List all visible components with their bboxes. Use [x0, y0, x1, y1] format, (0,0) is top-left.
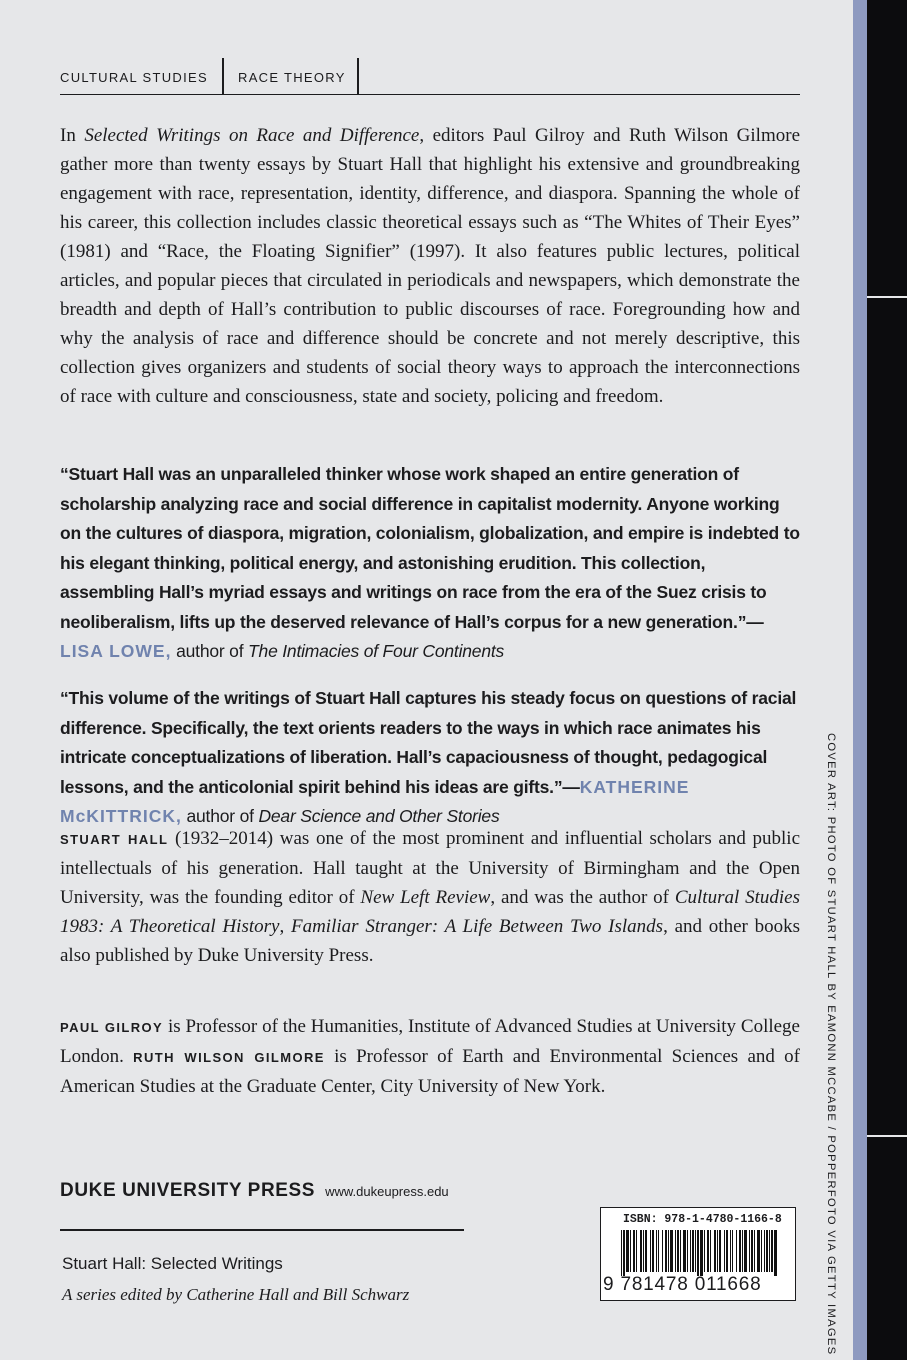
barcode-bar	[630, 1230, 631, 1272]
barcode-bar	[640, 1230, 642, 1272]
barcode-bar	[677, 1230, 679, 1272]
quote-author-of: author of	[171, 641, 249, 661]
barcode-bar	[769, 1230, 770, 1272]
barcode-bar	[742, 1230, 743, 1272]
barcode-bars	[621, 1230, 777, 1276]
publisher-rule	[60, 1229, 464, 1231]
series-editors: A series edited by Catherine Hall and Bill Schwarz	[62, 1285, 410, 1304]
author-bio	[60, 824, 800, 970]
barcode-bar	[670, 1230, 673, 1272]
quote-author: LISA LOWE,	[60, 641, 172, 661]
category-divider	[357, 58, 359, 94]
description-text: In	[60, 125, 85, 146]
barcode-bar	[774, 1230, 777, 1276]
quote-book-title: Dear Science and Other Stories	[258, 806, 500, 826]
category-cultural-studies: CULTURAL STUDIES	[60, 70, 208, 85]
book-description	[60, 121, 800, 411]
endorsement-quote	[60, 460, 800, 667]
barcode-bar	[623, 1230, 625, 1276]
barcode-bar	[761, 1230, 762, 1272]
category-race-theory: RACE THEORY	[238, 70, 346, 85]
barcode-bar	[680, 1230, 681, 1272]
barcode-bar	[675, 1230, 676, 1272]
barcode-bar	[652, 1230, 654, 1272]
quote-book-title: The Intimacies of Four Continents	[248, 641, 505, 661]
barcode-bar	[732, 1230, 733, 1272]
bio-text: is Professor of Earth and Environmental Sciences and of American Studies at the Graduate Center, City University of New York.	[60, 1046, 800, 1097]
barcode-bar	[719, 1230, 721, 1272]
barcode-bar	[724, 1230, 725, 1272]
barcode-bar	[707, 1230, 709, 1272]
category-divider	[222, 58, 224, 94]
quote-author: KATHERINE McKITTRICK,	[60, 776, 690, 826]
barcode-bar	[692, 1230, 694, 1272]
spine-blue-stripe	[853, 0, 867, 1360]
spine-tick-mark	[867, 1135, 907, 1137]
publisher-name: DUKE UNIVERSITY PRESS	[60, 1180, 316, 1201]
description-text: , editors Paul Gilroy and Ruth Wilson Gilmore gather more than twenty essays by Stuart Hall that highlight his extensive and groundbreaking engagement with race, representation, identity, difference, and diaspora. Spanning the whole of his career, this collection includes classic theoretical essays such as “The Whites of Their Eyes” (1981) and “Race, the Floating Signifier” (1997). It also features public lectures, political articles, and popular pieces that circulated in periodicals and newspapers, which demonstrate the breadth and depth of Hall’s contribution to public discourses of race. Foregrounding how and why the analysis of race and difference should be concrete and not merely descriptive, this collection gives organizers and students of social theory ways to approach the interconnections of race with culture and consciousness, state and society, policing and freedom.	[60, 125, 800, 407]
barcode-bar	[717, 1230, 718, 1272]
barcode-bar	[633, 1230, 635, 1272]
bio-name: RUTH WILSON GILMORE	[133, 1050, 325, 1065]
barcode-bar	[690, 1230, 691, 1272]
barcode-bar	[754, 1230, 755, 1272]
category-header	[60, 58, 800, 95]
barcode-bar	[730, 1230, 731, 1272]
barcode-bar	[764, 1230, 765, 1272]
quote-text: “Stuart Hall was an unparalleled thinker whose work shaped an entire generation of scholarship analyzing race and social difference in capitalist modernity. Anyone working on the cultures of diaspora, migration, colonialism, globalization, and empire is indebted to his elegant thinking, political energy, and astonishing erudition. This collection, assembling Hall’s myriad essays and writings on race from the era of the Suez crisis to neoliberalism, lifts up the deserved relevance of Hall’s corpus for a new generation.”—	[60, 464, 800, 632]
barcode-bar	[697, 1230, 699, 1276]
barcode-bar	[662, 1230, 663, 1272]
bio-text: (1932–2014) was one of the most prominent and influential scholars and public intellectuals of his generation. Hall taught at the University of Birmingham and the Open University, was the founding editor of	[60, 828, 800, 908]
barcode-bar	[766, 1230, 768, 1272]
barcode-bar	[687, 1230, 688, 1272]
series-title: Stuart Hall: Selected Writings	[62, 1254, 283, 1273]
barcode-bar	[658, 1230, 659, 1272]
publisher-url: www.dukeupress.edu	[325, 1184, 449, 1199]
bio-name: PAUL GILROY	[60, 1020, 164, 1035]
bio-text: is Professor of the Humanities, Institute of Advanced Studies at University College London.	[60, 1016, 800, 1067]
bio-text: , and was the author of	[490, 887, 675, 908]
barcode-bar	[626, 1230, 629, 1272]
barcode-bar	[736, 1230, 737, 1272]
barcode-bar	[757, 1230, 760, 1272]
barcode-bar	[668, 1230, 669, 1272]
bio-book-title: New Left Review	[360, 887, 491, 908]
bio-text: , and other books also published by Duke University Press.	[60, 916, 800, 966]
publisher-line	[60, 1180, 480, 1202]
barcode-bar	[656, 1230, 657, 1272]
barcode-bar	[704, 1230, 705, 1272]
barcode-bar	[726, 1230, 728, 1272]
bio-book-title: Cultural Studies 1983: A Theoretical History	[60, 887, 800, 937]
barcode-bar	[749, 1230, 750, 1272]
bio-text: ,	[279, 916, 291, 937]
barcode-bar	[665, 1230, 667, 1272]
barcode-bar	[621, 1230, 622, 1276]
barcode-bar	[695, 1230, 696, 1272]
cover-art-credit: COVER ART: PHOTO OF STUART HALL BY EAMONN MCCABE / POPPERFOTO VIA GETTY IMAGES	[825, 733, 837, 1356]
quote-text: “This volume of the writings of Stuart Hall captures his steady focus on questions of racial difference. Specifically, the text orients readers to the ways in which race animates his intricate conceptualizations of liberation. Hall’s capaciousness of thought, pedagogical lessons, and the anticolonial spirit behind his ideas are gifts.”—	[60, 688, 797, 797]
barcode-bar	[744, 1230, 747, 1272]
description-book-title: Selected Writings on Race and Difference	[84, 125, 420, 146]
barcode-bar	[714, 1230, 716, 1272]
barcode-bar	[650, 1230, 651, 1272]
isbn-label: ISBN: 978-1-4780-1166-8	[623, 1213, 782, 1226]
editors-bio	[60, 1012, 800, 1101]
barcode-bar	[636, 1230, 637, 1272]
barcode-bar	[710, 1230, 711, 1272]
spine-black-stripe	[867, 0, 907, 1360]
barcode-bar	[645, 1230, 647, 1272]
barcode-bar	[771, 1230, 773, 1272]
barcode-bar	[683, 1230, 686, 1272]
bio-book-title: Familiar Stranger: A Life Between Two Islands	[290, 916, 664, 937]
barcode-bar	[739, 1230, 741, 1272]
bio-name: STUART HALL	[60, 832, 169, 847]
spine-tick-mark	[867, 296, 907, 298]
barcode-bar	[751, 1230, 753, 1272]
barcode-bar	[700, 1230, 703, 1276]
quote-author-of: author of	[181, 806, 259, 826]
endorsement-quote	[60, 684, 800, 832]
barcode-bar	[643, 1230, 644, 1272]
barcode-digits: 9 781478 011668	[603, 1274, 762, 1295]
barcode	[600, 1207, 796, 1301]
